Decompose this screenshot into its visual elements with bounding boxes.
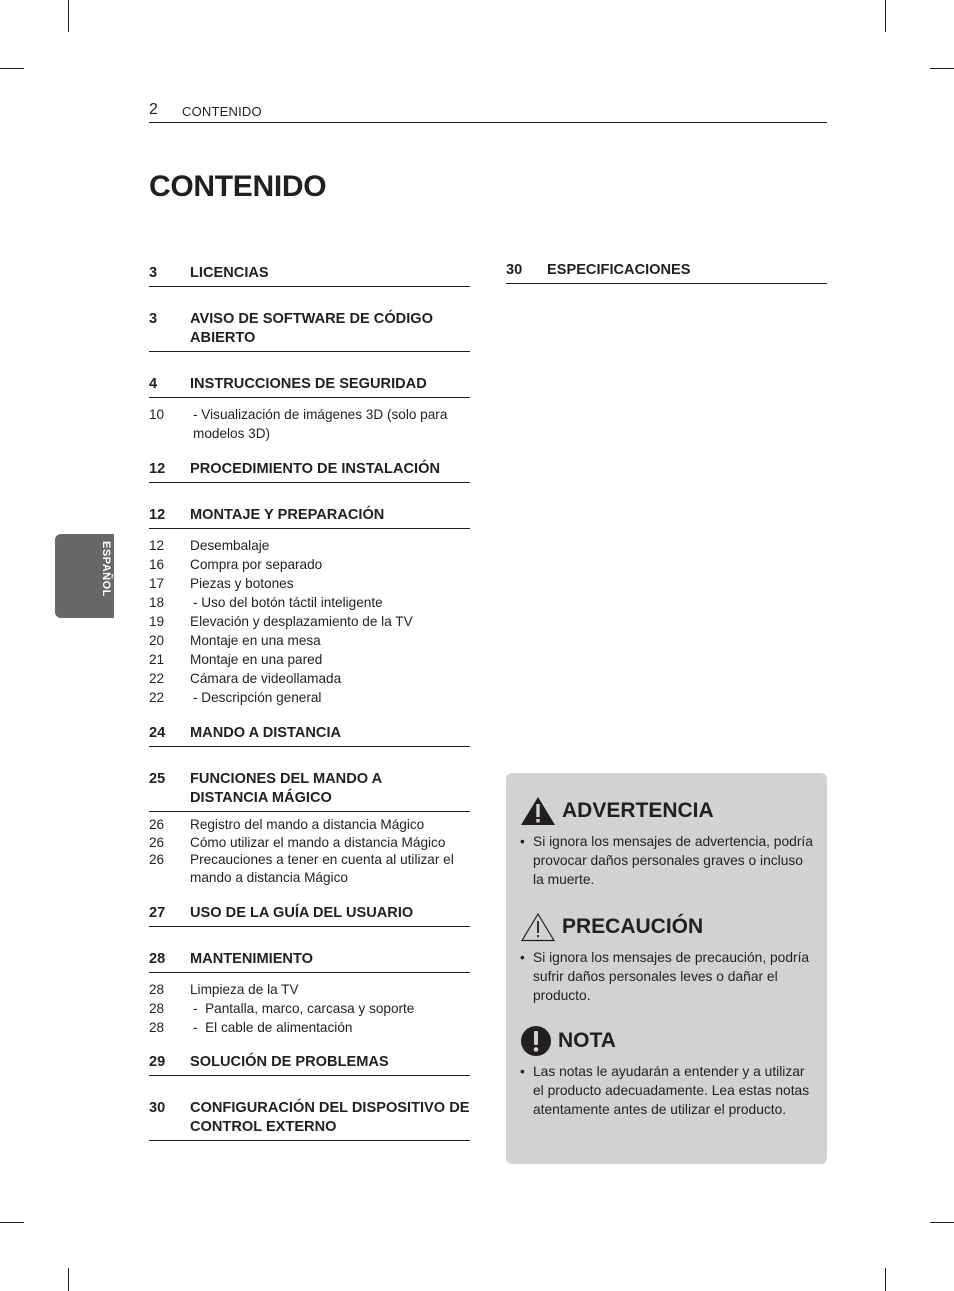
toc-page-number: 29	[149, 1054, 166, 1070]
toc-subsection-list	[149, 536, 470, 707]
toc-section-title: INSTRUCCIONES DE SEGURIDAD	[190, 376, 427, 392]
toc-subsection-title: Compra por separado	[190, 557, 323, 572]
toc-page-number: 22	[149, 690, 165, 705]
toc-subsection[interactable]	[149, 574, 470, 593]
toc-page-number: 20	[149, 633, 165, 648]
caution-text	[520, 948, 816, 1005]
toc-section[interactable]	[149, 904, 470, 927]
toc-page-number: 4	[149, 376, 158, 392]
toc-section-title: FUNCIONES DEL MANDO A DISTANCIA MÁGICO	[190, 771, 382, 806]
toc-section[interactable]	[149, 375, 470, 398]
toc-section[interactable]	[149, 724, 470, 747]
caution-notice	[520, 911, 816, 1005]
toc-page-number: 19	[149, 614, 165, 629]
caution-heading	[520, 911, 816, 943]
toc-subsection-title: Piezas y botones	[190, 576, 294, 591]
toc-subsection-list	[149, 980, 470, 1037]
toc-page-number: 16	[149, 557, 165, 572]
toc-page-number: 3	[149, 311, 158, 327]
note-notice	[520, 1025, 816, 1119]
toc-subsection-title: Montaje en una mesa	[190, 633, 321, 648]
toc-page-number: 30	[149, 1100, 166, 1116]
bullet: •	[520, 950, 525, 965]
toc-subsection-title: Precauciones a tener en cuenta al utilizar el mando a distancia Mágico	[190, 852, 454, 885]
toc-subsection[interactable]	[149, 536, 470, 555]
toc-section-title: CONFIGURACIÓN DEL DISPOSITIVO DE CONTROL EXTERNO	[190, 1100, 470, 1135]
toc-subsection[interactable]	[149, 999, 470, 1018]
toc-subsection-title: - El cable de alimentación	[193, 1020, 353, 1035]
toc-subsection-title: Desembalaje	[190, 538, 270, 553]
note-text	[520, 1062, 816, 1119]
toc-subsection-title: Cámara de videollamada	[190, 671, 342, 686]
toc-page-number: 17	[149, 576, 165, 591]
toc-subsection[interactable]	[149, 980, 470, 999]
toc-page-number: 12	[149, 538, 165, 553]
caution-body: Si ignora los mensajes de precaución, podría sufrir daños personales leves o dañar el producto.	[533, 950, 810, 1003]
note-heading	[520, 1025, 816, 1057]
toc-section-title: USO DE LA GUÍA DEL USUARIO	[190, 905, 414, 921]
toc-page-number: 21	[149, 652, 165, 667]
crop-mark	[930, 68, 954, 69]
toc-section[interactable]	[506, 261, 827, 284]
crop-mark	[885, 0, 886, 32]
toc-left-column	[149, 264, 470, 1141]
toc-page-number: 28	[149, 951, 166, 967]
crop-mark	[0, 1222, 24, 1223]
toc-subsection[interactable]	[149, 1018, 470, 1037]
toc-page-number: 10	[149, 407, 165, 422]
warning-filled-icon	[520, 796, 556, 826]
toc-subsection[interactable]	[149, 405, 470, 443]
toc-subsection-title: Limpieza de la TV	[190, 982, 299, 997]
toc-subsection[interactable]	[149, 688, 470, 707]
toc-page-number: 28	[149, 1001, 165, 1016]
toc-section-title: LICENCIAS	[190, 265, 269, 281]
toc-section[interactable]	[149, 264, 470, 287]
toc-subsection[interactable]	[149, 555, 470, 574]
toc-subsection-title: - Uso del botón táctil inteligente	[193, 595, 383, 610]
warning-body: Si ignora los mensajes de advertencia, podría provocar daños personales graves o incluso la muerte.	[533, 834, 813, 887]
toc-subsection[interactable]	[149, 834, 470, 852]
toc-subsection-title: Montaje en una pared	[190, 652, 323, 667]
toc-section[interactable]	[149, 1053, 470, 1076]
toc-subsection[interactable]	[149, 816, 470, 834]
toc-section[interactable]	[149, 770, 470, 812]
toc-right-column	[506, 261, 827, 284]
caution-title: PRECAUCIÓN	[562, 915, 704, 938]
toc-page-number: 27	[149, 905, 166, 921]
bullet: •	[520, 834, 525, 849]
toc-subsection-title: - Pantalla, marco, carcasa y soporte	[193, 1001, 415, 1016]
toc-section-title: MANTENIMIENTO	[190, 951, 313, 967]
page-header-title: CONTENIDO	[182, 104, 262, 119]
toc-page-number: 26	[149, 834, 165, 850]
page-header	[149, 100, 827, 123]
toc-page-number: 22	[149, 671, 165, 686]
crop-mark	[0, 68, 24, 69]
warning-heading	[520, 795, 816, 827]
page-title: CONTENIDO	[149, 170, 327, 203]
note-body: Las notas le ayudarán a entender y a utilizar el producto adecuadamente. Lea estas notas atentamente antes de utilizar el producto.	[533, 1064, 810, 1117]
toc-section-title: MONTAJE Y PREPARACIÓN	[190, 507, 385, 523]
warning-notice	[520, 795, 816, 889]
notice-box	[506, 773, 827, 1164]
toc-subsection[interactable]	[149, 631, 470, 650]
warning-text	[520, 832, 816, 889]
toc-section[interactable]	[149, 1099, 470, 1141]
bullet: •	[520, 1064, 525, 1079]
toc-section[interactable]	[149, 950, 470, 973]
crop-mark	[68, 1268, 69, 1291]
toc-subsection-title: Elevación y desplazamiento de la TV	[190, 614, 413, 629]
toc-section[interactable]	[149, 460, 470, 483]
toc-subsection-list	[149, 405, 470, 443]
toc-subsection-list	[149, 816, 470, 886]
language-tab-label: ESPAÑOL	[100, 541, 112, 597]
toc-page-number: 26	[149, 817, 165, 832]
toc-subsection[interactable]	[149, 650, 470, 669]
toc-page-number: 24	[149, 725, 166, 741]
toc-page-number: 12	[149, 507, 166, 523]
caution-outline-icon	[520, 912, 556, 942]
warning-title: ADVERTENCIA	[562, 799, 714, 822]
toc-section-title: SOLUCIÓN DE PROBLEMAS	[190, 1054, 389, 1070]
toc-subsection-title: - Visualización de imágenes 3D (solo para modelos 3D)	[193, 407, 448, 441]
toc-subsection[interactable]	[149, 593, 470, 612]
toc-section-title: AVISO DE SOFTWARE DE CÓDIGO ABIERTO	[190, 311, 433, 346]
toc-section-title: ESPECIFICACIONES	[547, 262, 691, 278]
toc-subsection[interactable]	[149, 669, 470, 688]
toc-page-number: 25	[149, 771, 166, 787]
crop-mark	[68, 0, 69, 32]
toc-page-number: 18	[149, 595, 165, 610]
toc-page-number: 28	[149, 982, 165, 997]
toc-section-title: PROCEDIMIENTO DE INSTALACIÓN	[190, 461, 440, 477]
toc-section-title: MANDO A DISTANCIA	[190, 725, 342, 741]
crop-mark	[930, 1222, 954, 1223]
toc-page-number: 30	[506, 262, 523, 278]
note-exclamation-icon	[520, 1025, 552, 1057]
toc-subsection-title: Registro del mando a distancia Mágico	[190, 817, 425, 832]
crop-mark	[885, 1268, 886, 1291]
toc-section[interactable]	[149, 310, 470, 352]
toc-page-number: 28	[149, 1020, 165, 1035]
toc-subsection-title: Cómo utilizar el mando a distancia Mágico	[190, 834, 446, 850]
toc-section[interactable]	[149, 506, 470, 529]
toc-subsection[interactable]	[149, 851, 470, 886]
toc-page-number: 26	[149, 852, 165, 867]
page-number: 2	[149, 101, 158, 118]
toc-subsection[interactable]	[149, 612, 470, 631]
toc-page-number: 3	[149, 265, 158, 281]
toc-page-number: 12	[149, 461, 166, 477]
toc-subsection-title: - Descripción general	[193, 690, 322, 705]
note-title: NOTA	[558, 1029, 616, 1052]
